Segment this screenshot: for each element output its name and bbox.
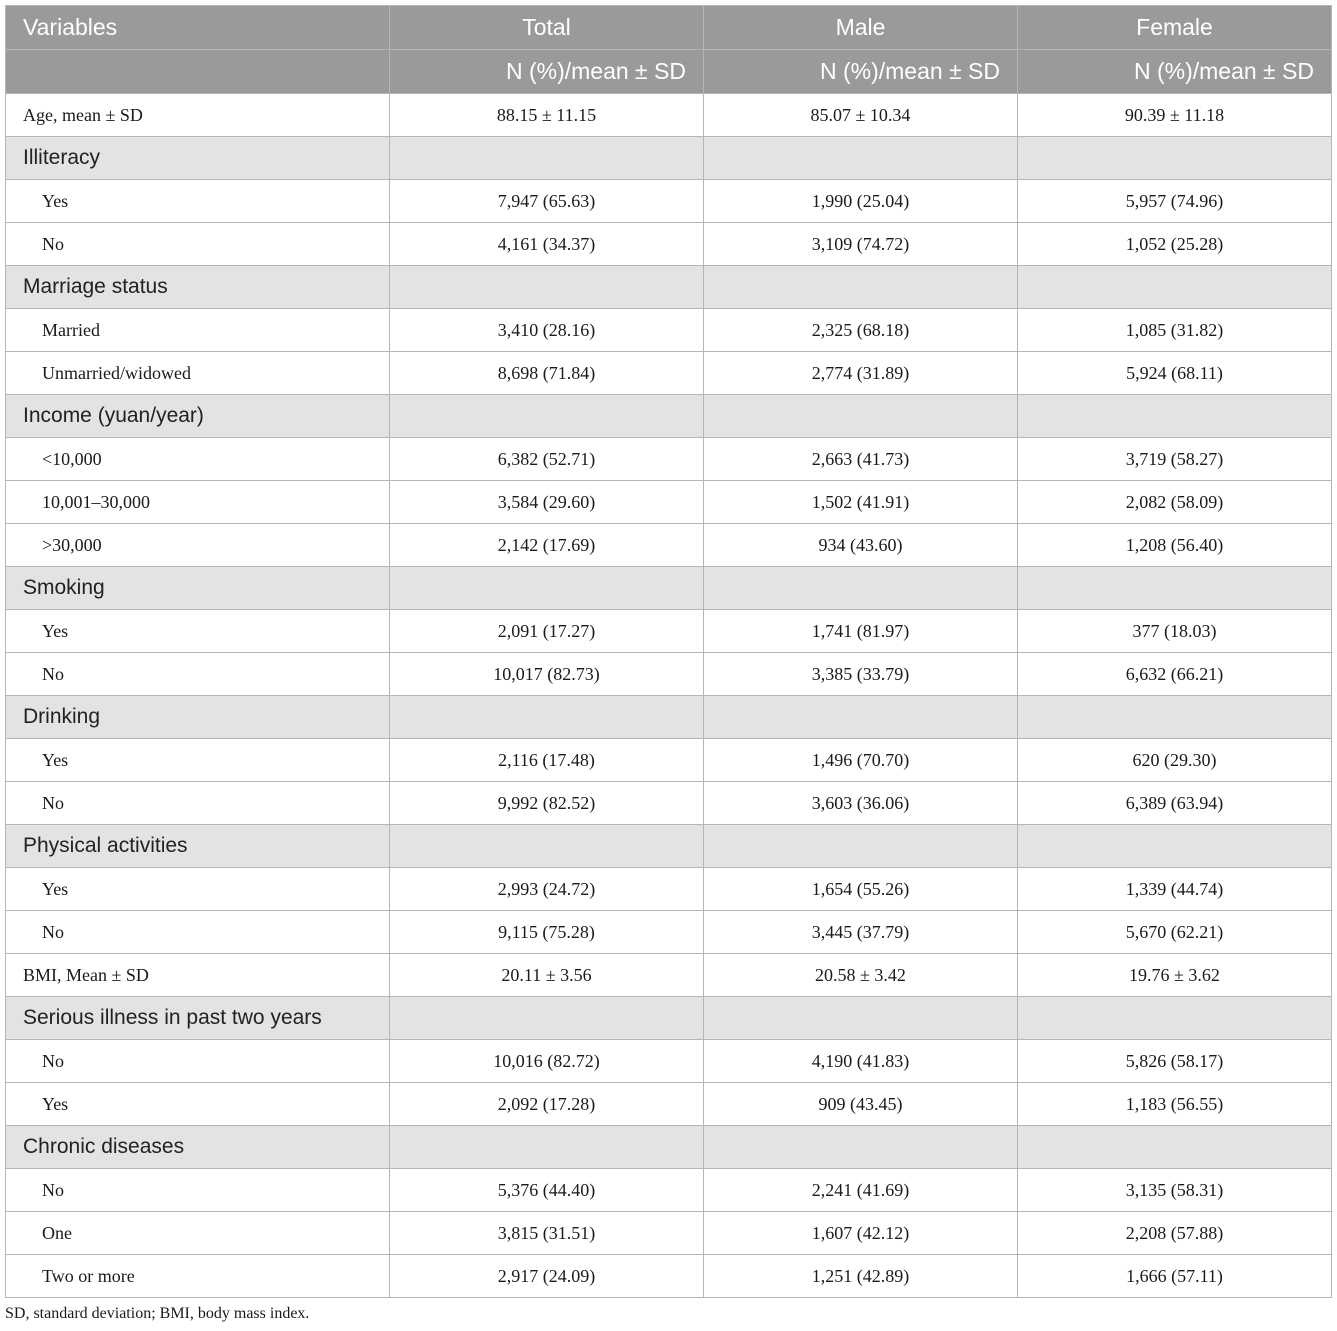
section-row <box>6 266 1332 309</box>
cell-male: 2,325 (68.18) <box>704 309 1018 352</box>
cell-female: 620 (29.30) <box>1018 739 1332 782</box>
cell-female: 19.76 ± 3.62 <box>1018 954 1332 997</box>
cell-female: 377 (18.03) <box>1018 610 1332 653</box>
cell-total <box>390 997 704 1040</box>
table-row <box>6 1083 1332 1126</box>
cell-male: 2,241 (41.69) <box>704 1169 1018 1212</box>
table-row <box>6 1040 1332 1083</box>
cell-total: 88.15 ± 11.15 <box>390 94 704 137</box>
table-row <box>6 653 1332 696</box>
row-label: >30,000 <box>6 524 390 567</box>
cell-total <box>390 266 704 309</box>
cell-female: 1,052 (25.28) <box>1018 223 1332 266</box>
column-header-male: Male <box>704 6 1018 50</box>
table-row <box>6 352 1332 395</box>
section-row <box>6 997 1332 1040</box>
table-row <box>6 223 1332 266</box>
cell-total: 2,917 (24.09) <box>390 1255 704 1298</box>
cell-total <box>390 567 704 610</box>
table-row <box>6 309 1332 352</box>
cell-male <box>704 567 1018 610</box>
row-label: 10,001–30,000 <box>6 481 390 524</box>
row-label: Yes <box>6 739 390 782</box>
cell-total: 4,161 (34.37) <box>390 223 704 266</box>
row-label: No <box>6 911 390 954</box>
column-header-total: Total <box>390 6 704 50</box>
row-label: Yes <box>6 1083 390 1126</box>
cell-female: 1,666 (57.11) <box>1018 1255 1332 1298</box>
table-row <box>6 1255 1332 1298</box>
cell-total: 2,091 (17.27) <box>390 610 704 653</box>
section-row <box>6 1126 1332 1169</box>
row-label: No <box>6 653 390 696</box>
cell-female: 1,183 (56.55) <box>1018 1083 1332 1126</box>
cell-male: 909 (43.45) <box>704 1083 1018 1126</box>
cell-female: 3,135 (58.31) <box>1018 1169 1332 1212</box>
section-label: Chronic diseases <box>6 1126 390 1169</box>
cell-total: 8,698 (71.84) <box>390 352 704 395</box>
cell-male <box>704 1126 1018 1169</box>
row-label: No <box>6 1040 390 1083</box>
section-row <box>6 567 1332 610</box>
cell-total <box>390 1126 704 1169</box>
cell-female <box>1018 696 1332 739</box>
cell-total: 10,017 (82.73) <box>390 653 704 696</box>
table-row <box>6 911 1332 954</box>
cell-male <box>704 266 1018 309</box>
cell-female: 1,085 (31.82) <box>1018 309 1332 352</box>
cell-total: 6,382 (52.71) <box>390 438 704 481</box>
cell-male <box>704 137 1018 180</box>
cell-female: 5,826 (58.17) <box>1018 1040 1332 1083</box>
cell-male: 2,663 (41.73) <box>704 438 1018 481</box>
cell-female: 2,208 (57.88) <box>1018 1212 1332 1255</box>
subheader-male: N (%)/mean ± SD <box>704 50 1018 94</box>
cell-total: 2,993 (24.72) <box>390 868 704 911</box>
table-row <box>6 481 1332 524</box>
row-label: Unmarried/widowed <box>6 352 390 395</box>
cell-total <box>390 696 704 739</box>
cell-total: 9,992 (82.52) <box>390 782 704 825</box>
cell-total: 3,815 (31.51) <box>390 1212 704 1255</box>
cell-total: 10,016 (82.72) <box>390 1040 704 1083</box>
cell-male: 1,654 (55.26) <box>704 868 1018 911</box>
row-label: Yes <box>6 610 390 653</box>
cell-total: 2,116 (17.48) <box>390 739 704 782</box>
table-header <box>6 6 1332 94</box>
cell-female <box>1018 567 1332 610</box>
cell-total: 3,410 (28.16) <box>390 309 704 352</box>
cell-female <box>1018 395 1332 438</box>
cell-male <box>704 825 1018 868</box>
section-label: Illiteracy <box>6 137 390 180</box>
characteristics-table <box>5 5 1332 1298</box>
cell-total: 9,115 (75.28) <box>390 911 704 954</box>
section-label: Serious illness in past two years <box>6 997 390 1040</box>
cell-male <box>704 696 1018 739</box>
cell-female <box>1018 266 1332 309</box>
row-label: BMI, Mean ± SD <box>6 954 390 997</box>
cell-female: 2,082 (58.09) <box>1018 481 1332 524</box>
table-row <box>6 954 1332 997</box>
cell-female: 1,339 (44.74) <box>1018 868 1332 911</box>
cell-total: 2,142 (17.69) <box>390 524 704 567</box>
cell-male: 1,502 (41.91) <box>704 481 1018 524</box>
cell-total <box>390 825 704 868</box>
cell-female <box>1018 137 1332 180</box>
section-label: Physical activities <box>6 825 390 868</box>
table-row <box>6 1169 1332 1212</box>
row-label: No <box>6 1169 390 1212</box>
cell-total <box>390 137 704 180</box>
section-row <box>6 825 1332 868</box>
subheader-row <box>6 50 1332 94</box>
cell-male: 1,496 (70.70) <box>704 739 1018 782</box>
section-label: Marriage status <box>6 266 390 309</box>
table-row <box>6 868 1332 911</box>
row-label: Age, mean ± SD <box>6 94 390 137</box>
cell-male: 4,190 (41.83) <box>704 1040 1018 1083</box>
section-label: Drinking <box>6 696 390 739</box>
table-row <box>6 610 1332 653</box>
cell-male: 3,385 (33.79) <box>704 653 1018 696</box>
row-label: One <box>6 1212 390 1255</box>
cell-female: 6,632 (66.21) <box>1018 653 1332 696</box>
cell-female <box>1018 1126 1332 1169</box>
cell-male: 3,445 (37.79) <box>704 911 1018 954</box>
row-label: Married <box>6 309 390 352</box>
cell-female <box>1018 997 1332 1040</box>
table-row <box>6 1212 1332 1255</box>
header-row <box>6 6 1332 50</box>
cell-female: 1,208 (56.40) <box>1018 524 1332 567</box>
table-row <box>6 94 1332 137</box>
section-label: Smoking <box>6 567 390 610</box>
subheader-female: N (%)/mean ± SD <box>1018 50 1332 94</box>
cell-male: 1,607 (42.12) <box>704 1212 1018 1255</box>
subheader-total: N (%)/mean ± SD <box>390 50 704 94</box>
section-row <box>6 395 1332 438</box>
cell-female: 5,670 (62.21) <box>1018 911 1332 954</box>
row-label: No <box>6 782 390 825</box>
cell-female: 5,924 (68.11) <box>1018 352 1332 395</box>
cell-male: 20.58 ± 3.42 <box>704 954 1018 997</box>
cell-total: 5,376 (44.40) <box>390 1169 704 1212</box>
column-header-variables: Variables <box>6 6 390 50</box>
cell-male <box>704 997 1018 1040</box>
cell-total: 2,092 (17.28) <box>390 1083 704 1126</box>
subheader-variables <box>6 50 390 94</box>
cell-female: 90.39 ± 11.18 <box>1018 94 1332 137</box>
cell-male: 3,603 (36.06) <box>704 782 1018 825</box>
cell-female <box>1018 825 1332 868</box>
cell-total: 7,947 (65.63) <box>390 180 704 223</box>
table-row <box>6 739 1332 782</box>
cell-total <box>390 395 704 438</box>
cell-male: 3,109 (74.72) <box>704 223 1018 266</box>
cell-male: 1,741 (81.97) <box>704 610 1018 653</box>
cell-female: 6,389 (63.94) <box>1018 782 1332 825</box>
cell-female: 3,719 (58.27) <box>1018 438 1332 481</box>
row-label: Yes <box>6 180 390 223</box>
cell-male: 1,990 (25.04) <box>704 180 1018 223</box>
table-row <box>6 438 1332 481</box>
row-label: No <box>6 223 390 266</box>
section-row <box>6 137 1332 180</box>
row-label: Yes <box>6 868 390 911</box>
cell-total: 3,584 (29.60) <box>390 481 704 524</box>
section-row <box>6 696 1332 739</box>
row-label: Two or more <box>6 1255 390 1298</box>
table-body <box>6 94 1332 1298</box>
column-header-female: Female <box>1018 6 1332 50</box>
table-row <box>6 524 1332 567</box>
cell-total: 20.11 ± 3.56 <box>390 954 704 997</box>
cell-male: 2,774 (31.89) <box>704 352 1018 395</box>
cell-male: 1,251 (42.89) <box>704 1255 1018 1298</box>
table-footnote: SD, standard deviation; BMI, body mass index. <box>5 1305 310 1322</box>
cell-male: 85.07 ± 10.34 <box>704 94 1018 137</box>
cell-male: 934 (43.60) <box>704 524 1018 567</box>
cell-female: 5,957 (74.96) <box>1018 180 1332 223</box>
cell-male <box>704 395 1018 438</box>
table-row <box>6 180 1332 223</box>
row-label: <10,000 <box>6 438 390 481</box>
table-row <box>6 782 1332 825</box>
section-label: Income (yuan/year) <box>6 395 390 438</box>
